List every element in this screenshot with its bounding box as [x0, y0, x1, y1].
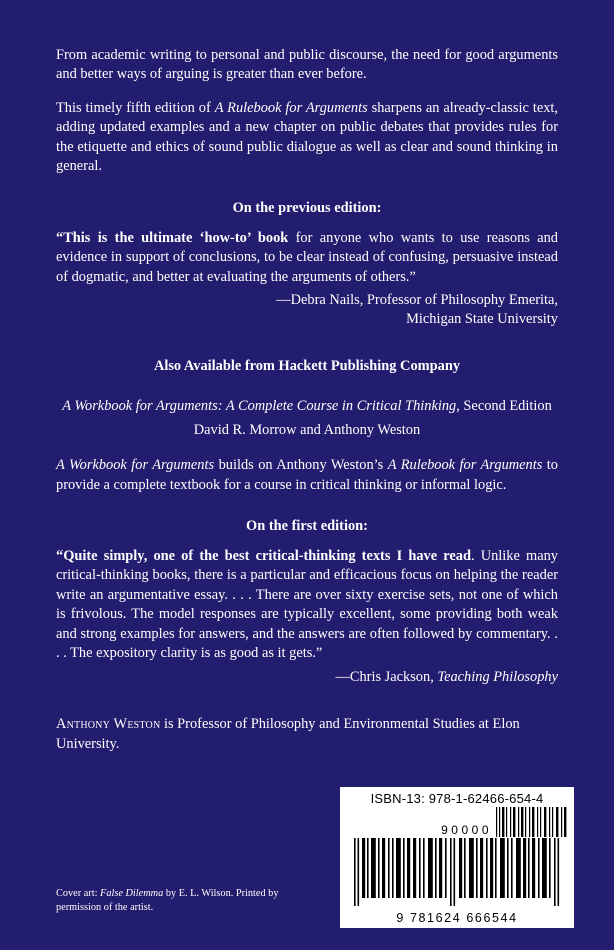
author-bio-name: Anthony Weston [56, 716, 161, 733]
spacer [56, 509, 558, 518]
previous-edition-quote-rest: for anyone who wants to use reasons and evidence in support of conclusions, to be clear instead of confusing, persuasive instead of dogmatic, and better at evaluating the arguments of others.” [56, 229, 558, 285]
author-bio-rest: is Professor of Philosophy and Environmental Studies at Elon University. [56, 716, 520, 752]
edition-paragraph-title: A Rulebook for Arguments [214, 99, 368, 116]
workbook-description [56, 456, 558, 495]
workbook-title [56, 396, 558, 416]
previous-edition-quote [56, 229, 558, 287]
workbook-desc-title-2: A Rulebook for Arguments [387, 457, 543, 474]
spacer [56, 344, 558, 358]
cover-art-part2: by E. L. Wilson. Printed by permission of the artist. [56, 888, 279, 913]
first-edition-attrib [56, 668, 558, 687]
cover-art-credit [56, 887, 326, 914]
author-bio [56, 715, 558, 754]
isbn-label: ISBN-13: 978-1-62466-654-4 [370, 791, 544, 806]
first-edition-attrib-italic: Teaching Philosophy [437, 668, 558, 685]
edition-paragraph-part2: sharpens an already-classic text, adding updated examples and a new chapter on public debates that provides rules for the etiquette and ethics of sound public dialogue as well as clear and sound thinking in general. [56, 99, 558, 175]
edition-paragraph [56, 99, 558, 177]
barcode-block [340, 787, 574, 928]
first-edition-quote-bold: “Quite simply, one of the best critical-thinking texts I have read [56, 548, 471, 564]
cover-art-title: False Dilemma [100, 888, 164, 900]
workbook-authors: David R. Morrow and Anthony Weston [193, 421, 421, 438]
spacer [56, 687, 558, 701]
spacer [56, 387, 558, 396]
ean5-digits: 90000 [441, 823, 492, 837]
ean13-digits: 9 781624 666544 [396, 911, 518, 925]
first-edition-quote-rest: . Unlike many critical-thinking books, there is a particular and efficacious focus on helping the reader write an argumentative essay. . . . There are over sixty exercise sets, not one of which is frivolous. The model responses are typically excellent, some providing both weak and strong examples for answers, and the answers are often followed by commentary. . . . The expository clarity is as good as it gets.” [56, 548, 558, 662]
workbook-desc-part4: to provide a complete textbook for a course in critical thinking or informal logic. [56, 457, 559, 493]
spacer [56, 701, 558, 715]
previous-edition-heading: On the previous edition: [232, 199, 382, 216]
ean5-row [346, 807, 568, 837]
cover-art-part1: Cover art: [56, 888, 101, 900]
ean5-barcode-icon [496, 807, 568, 837]
spacer [56, 191, 558, 200]
workbook-title-rest: , Second Edition [456, 397, 552, 414]
first-edition-heading: On the first edition: [246, 518, 368, 534]
first-edition-attrib-plain: —Chris Jackson, [335, 668, 438, 685]
workbook-desc-title-1: A Workbook for Arguments [56, 457, 215, 474]
previous-edition-attrib-line2: Michigan State University [406, 311, 558, 328]
spacer [56, 330, 558, 344]
edition-paragraph-part1: This timely fifth edition of [56, 99, 215, 116]
workbook-desc-part2: builds on Anthony Weston’s [214, 457, 388, 474]
workbook-title-italic: A Workbook for Arguments: A Complete Course in Critical Thinking [62, 397, 457, 414]
first-edition-quote [56, 547, 558, 664]
also-available-heading: Also Available from Hackett Publishing Company [153, 357, 461, 374]
intro-paragraph: From academic writing to personal and public discourse, the need for good arguments and better ways of arguing is greater than ever before. [56, 47, 558, 83]
previous-edition-quote-bold: “This is the ultimate ‘how-to’ book [56, 229, 289, 246]
previous-edition-attrib-line1: —Debra Nails, Professor of Philosophy Emerita, [276, 291, 558, 308]
ean13-barcode-icon [346, 838, 568, 906]
